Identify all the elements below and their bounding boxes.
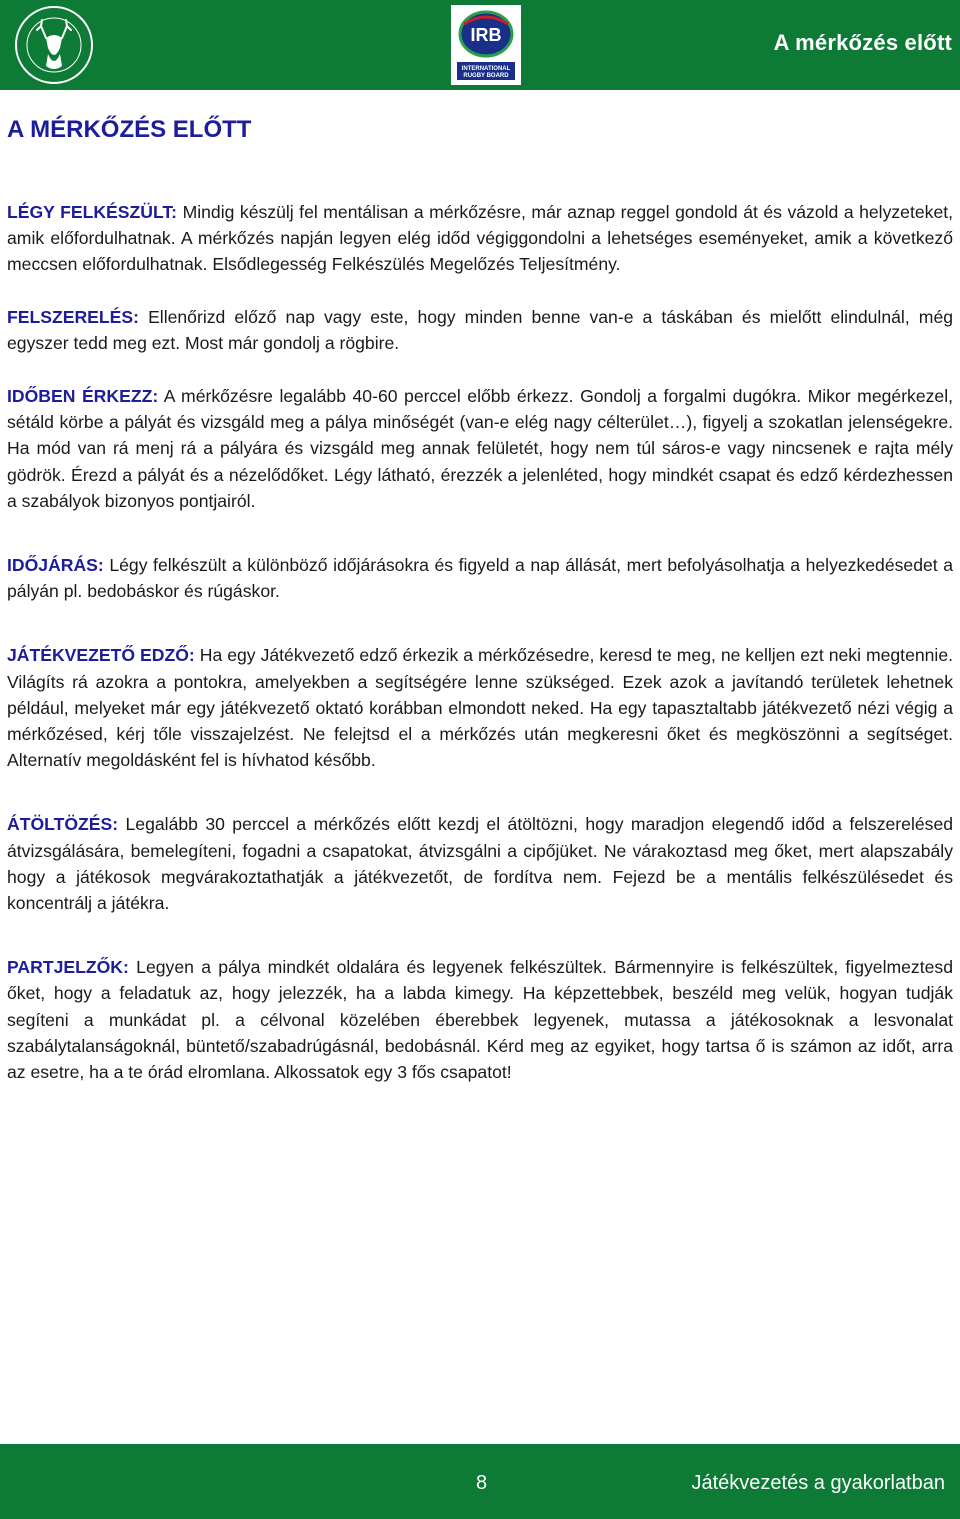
paragraph-prepared [7,199,953,278]
svg-text:RUGBY BOARD: RUGBY BOARD [463,73,509,79]
irb-logo [450,4,522,86]
section-text: Légy felkészült a különböző időjárásokra és figyeld a nap állását, mert befolyásolhatja a helyezkedésedet a pályán pl. bedobáskor és rúgáskor. [7,555,953,602]
svg-text:IRB: IRB [470,25,502,45]
section-label: PARTJELZŐK: [7,957,129,978]
section-text: Legalább 30 perccel a mérkőzés előtt kezdj el átöltözni, hogy maradjon elegendő időd a felszerelésed átvizsgálására, bemelegíteni, fogadni a csapatokat, átvizsgálni a cipőjüket. Ne várakoztasd meg őket, mert alapszabály hogy a játékosok megvárakoztathatják a játékvezetőt, de fordítva nem. Fejezd be a mentális felkészülésedet és koncentrálj a játékra. [7,814,954,914]
header-title: A mérkőzés előtt [773,30,952,55]
section-label: LÉGY FELKÉSZÜLT: [7,202,178,222]
section-text: Legyen a pálya mindkét oldalára és legyenek felkészültek. Bármennyire is felkészültek, figyelmeztesd őket, hogy a feladatuk az, hogy jelezzék, ha a labda kimegy. Ha képzettebbek, beszéld meg velük, hogyan tudják segíteni a munkádat pl. a célvonal közelében éberebbek legyenek, mutassa a játékosoknak a lesvonalat szabálytalanságoknál, büntető/szabadrúgásnál, bedobásnál. Kérd meg az egyiket, hogy tartsa ő is számon az időt, arra az esetre, ha a te órád elromlana. Alkossatok egy 3 fős csapatot! [7,957,953,1083]
page-header [0,0,960,90]
paragraph-weather [7,552,953,604]
section-label: ÁTÖLTÖZÉS: [7,814,119,835]
hru-referee-logo [4,4,104,86]
section-label: FELSZERELÉS: [7,306,139,327]
paragraph-changing [7,811,953,916]
footer-title: Játékvezetés a gyakorlatban [691,1472,945,1494]
section-text: Mindig készülj fel mentálisan a mérkőzésre, már aznap reggel gondold át és vázold a helyzeteket, amik előfordulhatnak. A mérkőzés napján legyen elég időd végiggondolni a lehetséges eseményeket, amik a következő meccsen előfordulhatnak. Elsődlegesség Felkészülés Megelőzés Teljesítmény. [7,202,953,275]
document-body [7,199,953,1085]
stag-emblem-icon [4,4,104,86]
paragraph-referee-coach [7,642,953,773]
paragraph-equipment [7,304,953,356]
svg-text:INTERNATIONAL: INTERNATIONAL [461,66,511,72]
section-text: A mérkőzésre legalább 40-60 perccel előbb érkezz. Gondolj a forgalmi dugókra. Mikor megérkezel, sétáld körbe a pályát és vizsgáld meg a pálya minőségét (van-e elég nagy célterület…), figyelj a szokatlan jelenségekre. Ha mód van rá menj rá a pályára és vizsgáld meg annak felületét, hogy nem túl sáros-e vagy nincsenek e rajta mély gödrök. Érezd a pályát és a nézelődőket. Légy látható, érezzék a jelenléted, hogy mindkét csapat és edző kérdezhessen a szabályok bizonyos pontjairól. [7,386,954,511]
section-text: Ha egy Játékvezető edző érkezik a mérkőzésedre, keresd te meg, ne kelljen ezt neki megtennie. Világíts rá azokra a pontokra, amelyekben a segítségére lenne szükséged. Ezek azok a javítandó területek lehetnek például, melyeket már egy játékvezető oktató korábban elmondott neked. Ha egy tapasztaltabb játékvezető nézi végig a mérkőzésed, kérj tőle visszajelzést. Ne felejtsd el a mérkőzés után megkeresni őket és megköszönni a segítséget. Alternatív megoldásként fel is hívhatod később. [7,645,954,771]
section-label: JÁTÉKVEZETŐ EDZŐ: [7,645,195,666]
page-title: A MÉRKŐZÉS ELŐTT [7,116,252,143]
page-number: 8 [476,1472,488,1494]
section-label: IDŐJÁRÁS: [7,555,104,576]
paragraph-touch-judges [7,954,953,1085]
irb-logo-icon [450,4,522,86]
paragraph-arrive-on-time [7,383,953,514]
section-label: IDŐBEN ÉRKEZZ: [7,386,159,407]
section-text: Ellenőrizd előző nap vagy este, hogy minden benne van-e a táskában és mielőtt elindulnál, még egyszer tedd meg ezt. Most már gondolj a rögbire. [7,306,954,353]
page-footer [0,1444,960,1519]
